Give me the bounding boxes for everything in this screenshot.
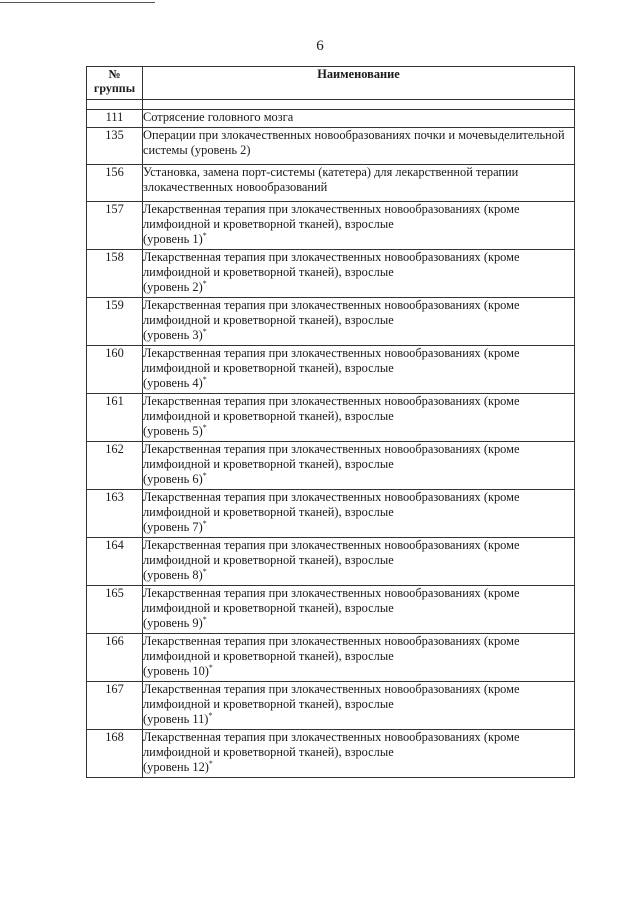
group-name: Лекарственная терапия при злокачественных новообразованиях (кроме лимфоидной и кроветворной тканей), взрослые	[143, 346, 520, 375]
group-name-cell	[143, 202, 575, 250]
group-name-cell	[143, 634, 575, 682]
table-row	[87, 202, 575, 250]
footnote-mark: *	[202, 374, 207, 384]
group-name-cell	[143, 298, 575, 346]
level-line	[143, 328, 574, 343]
group-number: 165	[87, 586, 143, 634]
table-row	[87, 442, 575, 490]
level-line	[143, 280, 574, 295]
group-name: Лекарственная терапия при злокачественных новообразованиях (кроме лимфоидной и кроветворной тканей), взрослые	[143, 586, 520, 615]
group-name: Лекарственная терапия при злокачественных новообразованиях (кроме лимфоидной и кроветворной тканей), взрослые	[143, 250, 520, 279]
level-line	[143, 424, 574, 439]
group-level: (уровень 10)	[143, 664, 209, 678]
spacer-cell	[87, 100, 143, 110]
header-number-sign: №	[108, 67, 121, 81]
table-row	[87, 634, 575, 682]
footnote-mark: *	[208, 758, 213, 768]
group-level: (уровень 5)	[143, 424, 203, 438]
group-level: (уровень 6)	[143, 472, 203, 486]
group-name-cell	[143, 490, 575, 538]
group-level: (уровень 3)	[143, 328, 203, 342]
table-row	[87, 298, 575, 346]
group-name: Лекарственная терапия при злокачественных новообразованиях (кроме лимфоидной и кроветворной тканей), взрослые	[143, 634, 520, 663]
group-level: (уровень 7)	[143, 520, 203, 534]
level-line	[143, 664, 574, 679]
group-level: (уровень 9)	[143, 616, 203, 630]
level-line	[143, 760, 574, 775]
group-name-cell	[143, 346, 575, 394]
table-row	[87, 538, 575, 586]
group-number: 163	[87, 490, 143, 538]
group-name: Лекарственная терапия при злокачественных новообразованиях (кроме лимфоидной и кроветворной тканей), взрослые	[143, 202, 520, 231]
table-header-row	[87, 67, 575, 100]
table-row	[87, 128, 575, 165]
table-row	[87, 250, 575, 298]
group-name: Лекарственная терапия при злокачественных новообразованиях (кроме лимфоидной и кроветворной тканей), взрослые	[143, 442, 520, 471]
footnote-mark: *	[202, 470, 207, 480]
group-number: 156	[87, 165, 143, 202]
group-name-cell	[143, 730, 575, 778]
footnote-mark: *	[208, 710, 213, 720]
level-line	[143, 616, 574, 631]
table-row	[87, 490, 575, 538]
group-level: (уровень 1)	[143, 232, 203, 246]
header-number-word: группы	[93, 81, 136, 95]
group-name: Сотрясение головного мозга	[143, 110, 575, 128]
footnote-mark: *	[202, 422, 207, 432]
spacer-cell	[143, 100, 575, 110]
group-number: 167	[87, 682, 143, 730]
spacer-row	[87, 100, 575, 110]
table-row	[87, 682, 575, 730]
table-row	[87, 586, 575, 634]
table-row	[87, 165, 575, 202]
group-name: Лекарственная терапия при злокачественных новообразованиях (кроме лимфоидной и кроветворной тканей), взрослые	[143, 730, 520, 759]
group-number: 158	[87, 250, 143, 298]
group-name-cell	[143, 394, 575, 442]
group-name-cell	[143, 682, 575, 730]
footnote-mark: *	[202, 326, 207, 336]
level-line	[143, 520, 574, 535]
group-level: (уровень 4)	[143, 376, 203, 390]
footnote-mark: *	[202, 566, 207, 576]
group-number: 161	[87, 394, 143, 442]
table-row	[87, 110, 575, 128]
group-number: 168	[87, 730, 143, 778]
table-row	[87, 346, 575, 394]
level-line	[143, 376, 574, 391]
header-group-number	[87, 67, 143, 100]
group-name-cell	[143, 250, 575, 298]
level-line	[143, 472, 574, 487]
group-name-cell	[143, 442, 575, 490]
groups-table	[86, 66, 575, 778]
group-number: 111	[87, 110, 143, 128]
level-line	[143, 568, 574, 583]
table-row	[87, 730, 575, 778]
footnote-mark: *	[208, 662, 213, 672]
group-name: Лекарственная терапия при злокачественных новообразованиях (кроме лимфоидной и кроветворной тканей), взрослые	[143, 490, 520, 519]
group-number: 157	[87, 202, 143, 250]
group-name: Лекарственная терапия при злокачественных новообразованиях (кроме лимфоидной и кроветворной тканей), взрослые	[143, 298, 520, 327]
group-name: Операции при злокачественных новообразованиях почки и мочевыделительной системы (уровень 2)	[143, 128, 575, 165]
header-name: Наименование	[143, 67, 575, 100]
group-level: (уровень 2)	[143, 280, 203, 294]
page-number: 6	[316, 38, 324, 54]
group-number: 166	[87, 634, 143, 682]
footnote-mark: *	[202, 614, 207, 624]
footnote-mark: *	[202, 518, 207, 528]
group-name-cell	[143, 586, 575, 634]
group-number: 162	[87, 442, 143, 490]
table-row	[87, 394, 575, 442]
top-corner-line	[0, 2, 155, 3]
group-level: (уровень 11)	[143, 712, 209, 726]
footnote-mark: *	[202, 230, 207, 240]
group-number: 160	[87, 346, 143, 394]
group-number: 164	[87, 538, 143, 586]
group-number: 135	[87, 128, 143, 165]
group-name: Установка, замена порт-системы (катетера) для лекарственной терапии злокачественных новообразований	[143, 165, 575, 202]
group-name: Лекарственная терапия при злокачественных новообразованиях (кроме лимфоидной и кроветворной тканей), взрослые	[143, 538, 520, 567]
level-line	[143, 232, 574, 247]
group-level: (уровень 12)	[143, 760, 209, 774]
group-number: 159	[87, 298, 143, 346]
group-level: (уровень 8)	[143, 568, 203, 582]
group-name: Лекарственная терапия при злокачественных новообразованиях (кроме лимфоидной и кроветворной тканей), взрослые	[143, 682, 520, 711]
group-name: Лекарственная терапия при злокачественных новообразованиях (кроме лимфоидной и кроветворной тканей), взрослые	[143, 394, 520, 423]
group-name-cell	[143, 538, 575, 586]
level-line	[143, 712, 574, 727]
footnote-mark: *	[202, 278, 207, 288]
